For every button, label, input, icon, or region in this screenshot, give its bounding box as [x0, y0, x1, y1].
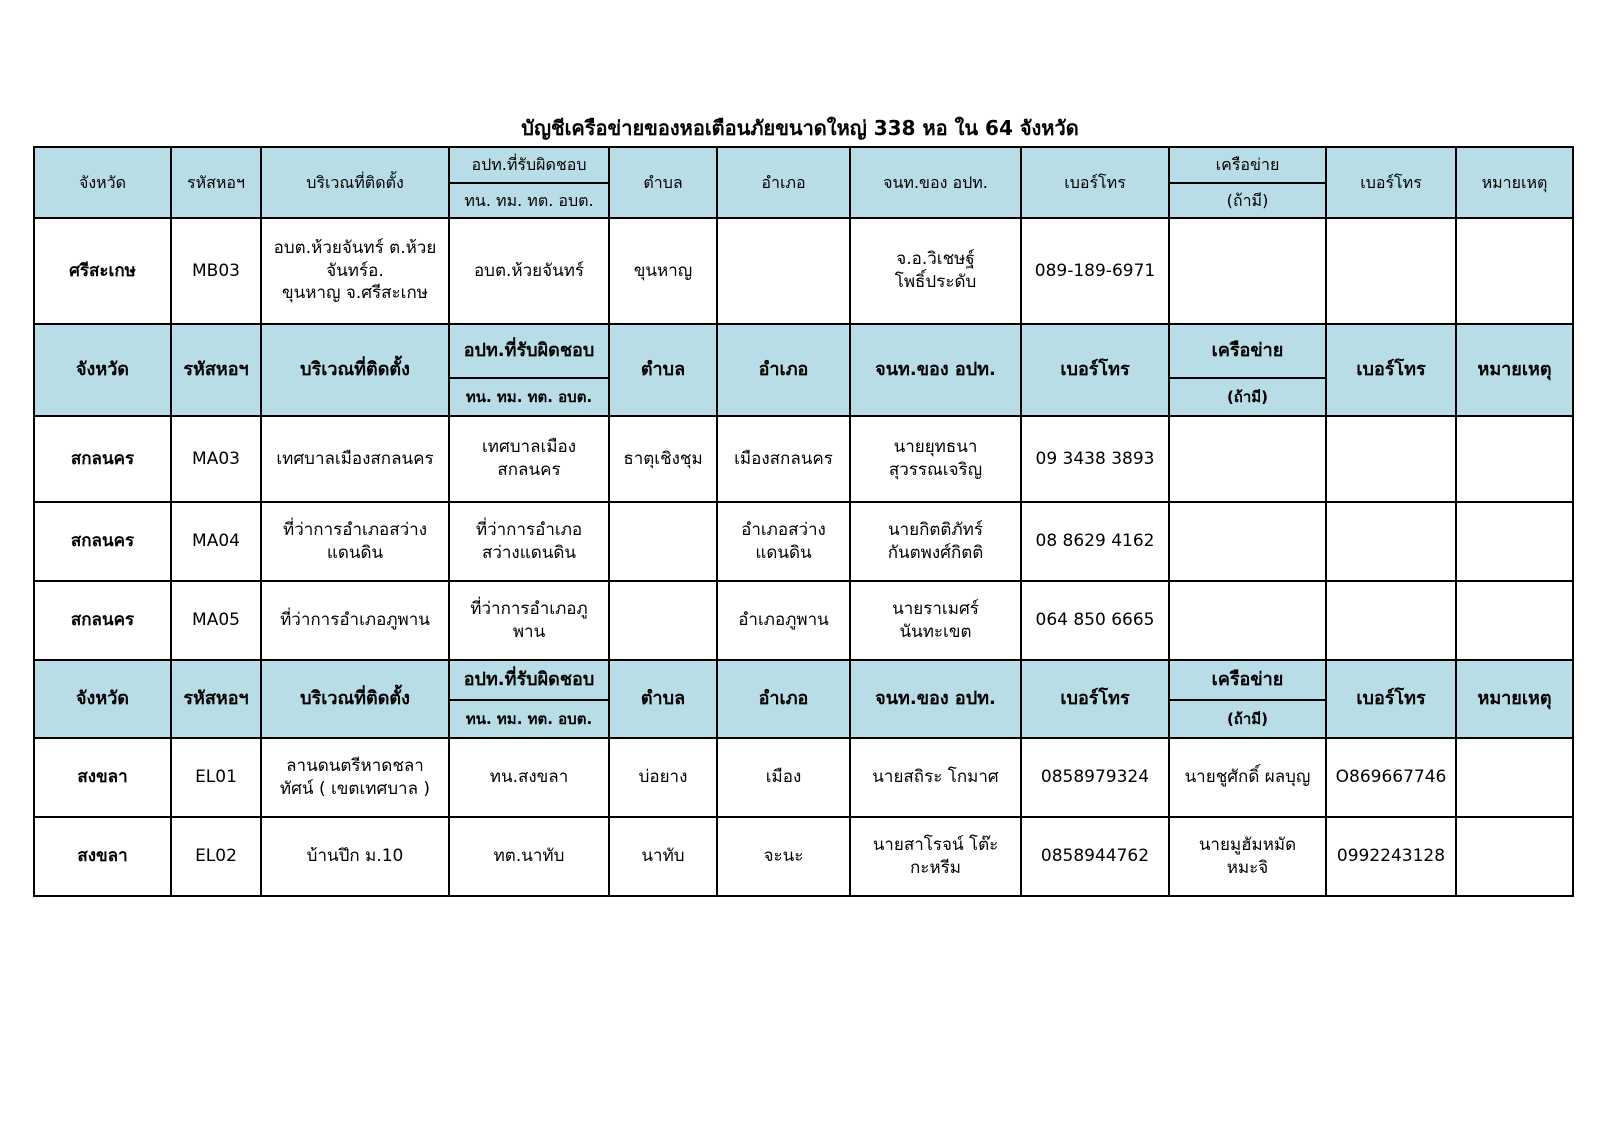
location-line-1: ลานดนตรีหาดชลา [286, 755, 424, 776]
district-cell [717, 416, 850, 502]
header-lao-responsible: อปท.ที่รับผิดชอบ [449, 324, 609, 378]
location-line-1: บ้านปึก ม.10 [306, 846, 404, 867]
province-cell: สกลนคร [34, 502, 171, 581]
header-subdistrict: ตำบล [609, 324, 717, 416]
warning-tower-network-table [33, 146, 1574, 897]
table-row [34, 416, 1573, 502]
lao-cell [449, 416, 609, 502]
officer-line-1: นายราเมศร์ [892, 598, 979, 619]
officer-line-1: นายกิตติภัทร์ [887, 519, 984, 540]
header-network-phone: เบอร์โทร [1326, 147, 1456, 218]
remarks-cell [1456, 581, 1573, 660]
officer-line-2: สุวรรณเจริญ [888, 460, 983, 480]
subdistrict-cell: บ่อยาง [609, 738, 717, 817]
tower-code-cell: EL01 [171, 738, 261, 817]
header-location: บริเวณที่ติดตั้ง [261, 324, 449, 416]
subdistrict-cell [609, 581, 717, 660]
province-cell: สงขลา [34, 738, 171, 817]
location-line-1: ที่ว่าการอำเภอสว่าง [282, 519, 428, 540]
table-row [34, 738, 1573, 817]
header-location: บริเวณที่ติดตั้ง [261, 660, 449, 738]
subdistrict-cell [609, 502, 717, 581]
officer-cell [850, 502, 1021, 581]
table-row [34, 581, 1573, 660]
network-cell [1169, 416, 1326, 502]
network-cell [1169, 218, 1326, 324]
officer-line-1: นายยุทธนา [893, 437, 978, 458]
location-line-1: ที่ว่าการอำเภอภูพาน [280, 610, 430, 631]
phone-cell: 064 850 6665 [1021, 581, 1169, 660]
officer-line-2: นันทะเขต [899, 621, 972, 642]
remarks-cell [1456, 218, 1573, 324]
phone-cell: 09 3438 3893 [1021, 416, 1169, 502]
location-cell [261, 817, 449, 896]
subdistrict-cell: ธาตุเชิงชุม [609, 416, 717, 502]
location-line-2: ทัศน์ ( เขตเทศบาล ) [279, 778, 431, 799]
network-phone-cell [1326, 416, 1456, 502]
district-line-2: แดนดิน [755, 542, 812, 563]
tower-code-cell: MB03 [171, 218, 261, 324]
network-cell [1169, 817, 1326, 896]
officer-cell [850, 738, 1021, 817]
remarks-cell [1456, 817, 1573, 896]
subdistrict-cell: ขุนหาญ [609, 218, 717, 324]
lao-line-1: ที่ว่าการอำเภอ [475, 519, 583, 540]
header-province: จังหวัด [34, 324, 171, 416]
district-cell [717, 581, 850, 660]
header-network: เครือข่าย [1169, 147, 1326, 183]
location-cell [261, 218, 449, 324]
tower-code-cell: MA03 [171, 416, 261, 502]
table-row [34, 218, 1573, 324]
phone-cell: 0858979324 [1021, 738, 1169, 817]
header-province: จังหวัด [34, 147, 171, 218]
header-remarks: หมายเหตุ [1456, 660, 1573, 738]
officer-cell [850, 416, 1021, 502]
officer-line-1: นายสถิระ โกมาศ [872, 767, 999, 788]
officer-line-2: กันตพงศ์กิตติ [887, 542, 984, 563]
network-line-1: นายมูฮัมหมัด [1198, 834, 1297, 855]
header-phone: เบอร์โทร [1021, 147, 1169, 218]
header-location: บริเวณที่ติดตั้ง [261, 147, 449, 218]
network-cell [1169, 738, 1326, 817]
header-subdistrict: ตำบล [609, 660, 717, 738]
header-network-phone: เบอร์โทร [1326, 324, 1456, 416]
header-remarks: หมายเหตุ [1456, 324, 1573, 416]
province-cell: ศรีสะเกษ [34, 218, 171, 324]
lao-line-2: พาน [512, 621, 546, 642]
officer-line-1: จ.อ.วิเชษฐ์ [896, 249, 975, 270]
header-lao-types: ทน. ทม. ทต. อบต. [449, 378, 609, 416]
location-cell [261, 502, 449, 581]
network-line-2: หมะจิ [1226, 857, 1269, 878]
lao-cell [449, 581, 609, 660]
phone-cell: 089-189-6971 [1021, 218, 1169, 324]
officer-cell [850, 817, 1021, 896]
district-line-1: อำเภอภูพาน [738, 610, 829, 631]
location-cell [261, 738, 449, 817]
header-network: เครือข่าย [1169, 660, 1326, 700]
officer-line-2: กะหรีม [910, 857, 961, 878]
header-officer: จนท.ของ อปท. [850, 324, 1021, 416]
table-row [34, 502, 1573, 581]
tower-code-cell: EL02 [171, 817, 261, 896]
network-phone-cell: 0992243128 [1326, 817, 1456, 896]
header-phone: เบอร์โทร [1021, 660, 1169, 738]
district-cell [717, 218, 850, 324]
header-network-note: (ถ้ามี) [1169, 700, 1326, 738]
header-tower-code: รหัสหอฯ [171, 147, 261, 218]
district-line-1: เมืองสกลนคร [734, 448, 833, 469]
header-district: อำเภอ [717, 147, 850, 218]
location-line-2: ขุนหาญ จ.ศรีสะเกษ [282, 283, 428, 304]
network-phone-cell: O869667746 [1326, 738, 1456, 817]
header-tower-code: รหัสหอฯ [171, 660, 261, 738]
lao-cell [449, 502, 609, 581]
header-network-note: (ถ้ามี) [1169, 183, 1326, 218]
header-network-note: (ถ้ามี) [1169, 378, 1326, 416]
district-cell [717, 502, 850, 581]
province-cell: สกลนคร [34, 581, 171, 660]
province-cell: สกลนคร [34, 416, 171, 502]
location-line-1: อบต.ห้วยจันทร์ ต.ห้วยจันทร์อ. [273, 237, 437, 281]
lao-line-2: สว่างแดนดิน [481, 542, 577, 563]
lao-cell: อบต.ห้วยจันทร์ [449, 218, 609, 324]
officer-line-2: โพธิ์ประดับ [894, 272, 977, 292]
location-line-2: แดนดิน [326, 542, 384, 563]
header-row [34, 147, 1573, 183]
header-network-phone: เบอร์โทร [1326, 660, 1456, 738]
header-lao-responsible: อปท.ที่รับผิดชอบ [449, 147, 609, 183]
network-cell [1169, 581, 1326, 660]
remarks-cell [1456, 416, 1573, 502]
lao-cell: ทต.นาทับ [449, 817, 609, 896]
lao-line-1: ที่ว่าการอำเภอภู [470, 598, 588, 619]
lao-cell: ทน.สงขลา [449, 738, 609, 817]
header-lao-types: ทน. ทม. ทต. อบต. [449, 183, 609, 218]
district-line-1: อำเภอสว่าง [741, 519, 826, 540]
header-district: อำเภอ [717, 324, 850, 416]
location-cell [261, 416, 449, 502]
officer-line-1: นายสาโรจน์ โต๊ะ [872, 834, 999, 855]
header-lao-types: ทน. ทม. ทต. อบต. [449, 700, 609, 738]
remarks-cell [1456, 502, 1573, 581]
header-row [34, 660, 1573, 700]
header-network: เครือข่าย [1169, 324, 1326, 378]
province-cell: สงขลา [34, 817, 171, 896]
phone-cell: 0858944762 [1021, 817, 1169, 896]
lao-line-1: เทศบาลเมือง [481, 437, 577, 458]
network-line-1: นายชูศักดิ์ ผลบุญ [1184, 767, 1311, 788]
phone-cell: 08 8629 4162 [1021, 502, 1169, 581]
tower-code-cell: MA04 [171, 502, 261, 581]
network-phone-cell [1326, 218, 1456, 324]
remarks-cell [1456, 738, 1573, 817]
network-cell [1169, 502, 1326, 581]
officer-cell [850, 581, 1021, 660]
network-phone-cell [1326, 502, 1456, 581]
header-tower-code: รหัสหอฯ [171, 324, 261, 416]
officer-cell [850, 218, 1021, 324]
table-row [34, 817, 1573, 896]
header-district: อำเภอ [717, 660, 850, 738]
district-cell: จะนะ [717, 817, 850, 896]
subdistrict-cell: นาทับ [609, 817, 717, 896]
header-lao-responsible: อปท.ที่รับผิดชอบ [449, 660, 609, 700]
header-remarks: หมายเหตุ [1456, 147, 1573, 218]
district-cell: เมือง [717, 738, 850, 817]
location-line-1: เทศบาลเมืองสกลนคร [276, 448, 434, 469]
network-phone-cell [1326, 581, 1456, 660]
header-row [34, 324, 1573, 378]
document-title: บัญชีเครือข่ายของหอเตือนภัยขนาดใหญ่ 338 หอ ใน 64 จังหวัด [521, 116, 1079, 140]
location-cell [261, 581, 449, 660]
header-officer: จนท.ของ อปท. [850, 147, 1021, 218]
header-phone: เบอร์โทร [1021, 324, 1169, 416]
header-province: จังหวัด [34, 660, 171, 738]
header-subdistrict: ตำบล [609, 147, 717, 218]
lao-line-2: สกลนคร [497, 460, 561, 480]
tower-code-cell: MA05 [171, 581, 261, 660]
header-officer: จนท.ของ อปท. [850, 660, 1021, 738]
